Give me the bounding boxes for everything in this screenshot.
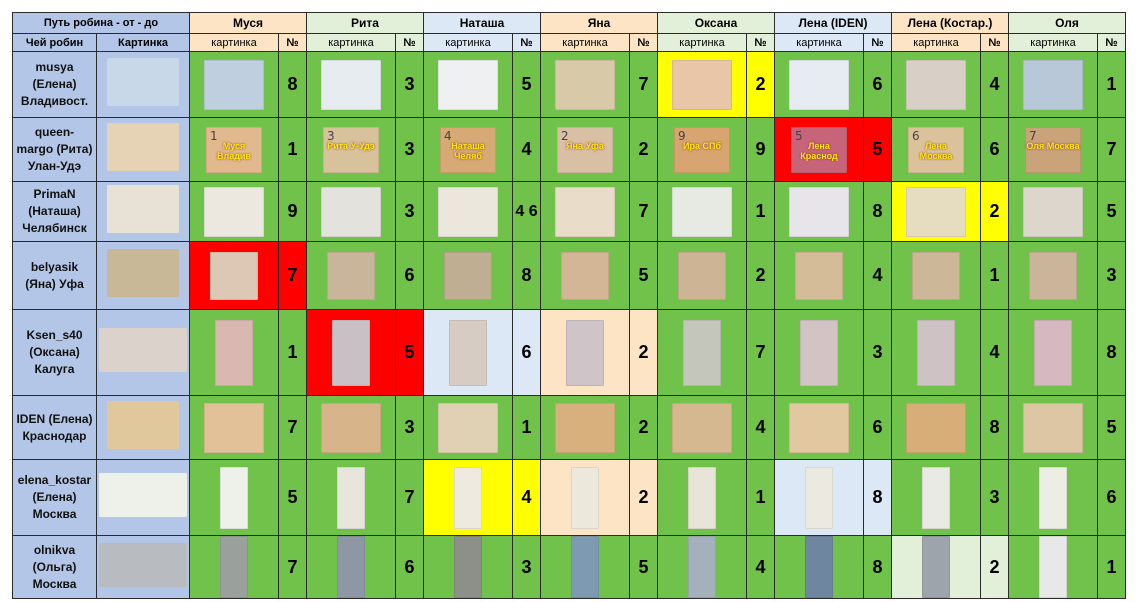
table-row <box>13 310 1126 396</box>
pic-subheader: картинка <box>1009 34 1098 52</box>
picture-cell <box>190 118 279 182</box>
embroidery-thumbnail[interactable] <box>440 127 496 173</box>
embroidery-thumbnail[interactable] <box>557 127 613 173</box>
embroidery-thumbnail[interactable] <box>321 403 381 453</box>
header-row-sub <box>13 34 1126 52</box>
embroidery-thumbnail[interactable] <box>906 60 966 110</box>
embroidery-thumbnail[interactable] <box>454 536 482 598</box>
num-subheader: № <box>513 34 541 52</box>
picture-cell <box>307 242 396 310</box>
order-number: 2 <box>747 52 775 118</box>
order-number: 4 <box>747 396 775 460</box>
embroidery-thumbnail[interactable] <box>555 60 615 110</box>
sample-picture <box>97 536 190 599</box>
picture-cell <box>892 52 981 118</box>
order-number: 8 <box>864 182 892 242</box>
picture-cell <box>1009 118 1098 182</box>
robin-owner <box>13 118 97 182</box>
embroidery-thumbnail[interactable] <box>672 187 732 237</box>
picture-cell <box>775 182 864 242</box>
embroidery-thumbnail[interactable] <box>323 127 379 173</box>
table-row <box>13 460 1126 536</box>
picture-cell <box>658 182 747 242</box>
num-subheader: № <box>396 34 424 52</box>
thumbnail-mark: 1 <box>210 128 218 143</box>
embroidery-thumbnail[interactable] <box>1023 60 1083 110</box>
order-number: 1 <box>279 310 307 396</box>
picture-cell <box>190 242 279 310</box>
sample-picture <box>97 242 190 310</box>
owner-line: Москва <box>32 576 77 591</box>
picture-cell <box>658 536 747 599</box>
picture-cell <box>424 536 513 599</box>
order-number: 6 <box>396 536 424 599</box>
picture-cell <box>424 242 513 310</box>
participant-header: Лена (Костар.) <box>892 13 1009 34</box>
embroidery-thumbnail[interactable] <box>438 187 498 237</box>
owner-line: (Яна) Уфа <box>25 276 84 291</box>
embroidery-thumbnail[interactable] <box>438 60 498 110</box>
table-row <box>13 182 1126 242</box>
owner-line: Владивост. <box>20 94 89 108</box>
picture-cell <box>775 52 864 118</box>
picture-cell <box>775 536 864 599</box>
embroidery-thumbnail[interactable] <box>908 127 964 173</box>
embroidery-thumbnail[interactable] <box>204 60 264 110</box>
thumbnail-label: Яна Уфа <box>566 140 604 151</box>
embroidery-thumbnail[interactable] <box>1039 467 1067 529</box>
owner-line: (Ольга) <box>32 559 77 574</box>
embroidery-thumbnail[interactable] <box>683 320 721 386</box>
owner-line: queen- <box>34 125 75 139</box>
thumbnail-mark: 9 <box>678 128 686 143</box>
order-number: 2 <box>630 118 658 182</box>
thumbnail-label: Наташа Челяб <box>451 140 485 161</box>
pic-subheader: картинка <box>424 34 513 52</box>
thumbnail-label: Оля Москва <box>1026 140 1080 151</box>
picture-cell <box>658 310 747 396</box>
participant-header: Оля <box>1009 13 1126 34</box>
num-subheader: № <box>981 34 1009 52</box>
embroidery-thumbnail[interactable] <box>789 187 849 237</box>
picture-cell <box>307 460 396 536</box>
order-number: 5 <box>630 242 658 310</box>
embroidery-thumbnail[interactable] <box>444 252 492 300</box>
order-number: 5 <box>279 460 307 536</box>
order-number: 3 <box>396 118 424 182</box>
table-row <box>13 536 1126 599</box>
embroidery-thumbnail[interactable] <box>438 403 498 453</box>
num-subheader: № <box>864 34 892 52</box>
order-number: 5 <box>1098 182 1126 242</box>
sample-picture <box>97 310 190 396</box>
order-number: 3 <box>981 460 1009 536</box>
order-number: 2 <box>630 396 658 460</box>
picture-cell <box>775 396 864 460</box>
picture-cell <box>424 396 513 460</box>
thumbnail-mark: 7 <box>1029 128 1037 143</box>
picture-cell <box>307 536 396 599</box>
embroidery-thumbnail[interactable] <box>789 403 849 453</box>
order-number: 1 <box>1098 52 1126 118</box>
picture-cell <box>307 310 396 396</box>
order-number: 1 <box>1098 536 1126 599</box>
owner-line: elena_kostar <box>17 473 92 487</box>
embroidery-thumbnail[interactable] <box>204 403 264 453</box>
sample-thumbnail[interactable] <box>107 249 179 297</box>
order-number: 1 <box>747 182 775 242</box>
participant-header: Лена (IDEN) <box>775 13 892 34</box>
order-number: 4 <box>981 52 1009 118</box>
header-row-participants <box>13 13 1126 34</box>
picture-cell <box>892 182 981 242</box>
order-number: 3 <box>864 310 892 396</box>
table-row <box>13 118 1126 182</box>
picture-cell <box>892 536 981 599</box>
participant-header: Рита <box>307 13 424 34</box>
picture-cell <box>1009 242 1098 310</box>
embroidery-thumbnail[interactable] <box>571 467 599 529</box>
order-number: 4 <box>981 310 1009 396</box>
embroidery-thumbnail[interactable] <box>332 320 370 386</box>
embroidery-thumbnail[interactable] <box>791 127 847 173</box>
embroidery-thumbnail[interactable] <box>566 320 604 386</box>
embroidery-thumbnail[interactable] <box>206 127 262 173</box>
sample-picture <box>97 118 190 182</box>
pic-subheader: картинка <box>190 34 279 52</box>
table-row <box>13 52 1126 118</box>
picture-cell <box>190 536 279 599</box>
picture-cell <box>892 118 981 182</box>
owner-line: Улан-Удэ <box>27 159 82 173</box>
order-number: 3 <box>1098 242 1126 310</box>
order-number: 8 <box>864 460 892 536</box>
owner-line: Москва <box>32 507 77 521</box>
order-number: 5 <box>630 536 658 599</box>
owner-line: (Оксана) <box>29 345 80 359</box>
owner-line: margo (Рита) <box>16 142 93 156</box>
order-number: 8 <box>513 242 541 310</box>
order-number: 9 <box>747 118 775 182</box>
embroidery-thumbnail[interactable] <box>215 320 253 386</box>
picture-cell <box>892 242 981 310</box>
pic-subheader: картинка <box>892 34 981 52</box>
sample-thumbnail[interactable] <box>99 328 187 372</box>
embroidery-thumbnail[interactable] <box>906 403 966 453</box>
order-number: 7 <box>1098 118 1126 182</box>
embroidery-thumbnail[interactable] <box>321 187 381 237</box>
sample-picture <box>97 460 190 536</box>
order-number: 7 <box>630 52 658 118</box>
order-number: 7 <box>279 536 307 599</box>
num-subheader: № <box>1098 34 1126 52</box>
picture-cell <box>307 396 396 460</box>
order-number: 3 <box>396 396 424 460</box>
picture-cell <box>1009 52 1098 118</box>
pic-subheader: картинка <box>658 34 747 52</box>
embroidery-thumbnail[interactable] <box>555 187 615 237</box>
owner-line: Челябинск <box>22 221 87 235</box>
owner-line: Ksen_s40 <box>26 328 83 342</box>
num-subheader: № <box>279 34 307 52</box>
order-number: 4 <box>513 118 541 182</box>
order-number: 2 <box>747 242 775 310</box>
pic-subheader: картинка <box>775 34 864 52</box>
embroidery-thumbnail[interactable] <box>1025 127 1081 173</box>
embroidery-thumbnail[interactable] <box>688 467 716 529</box>
picture-cell <box>541 182 630 242</box>
order-number: 4 6 <box>513 182 541 242</box>
owner-line: PrimaN <box>33 187 76 201</box>
owner-line: (Наташа) <box>28 204 81 218</box>
picture-cell <box>541 310 630 396</box>
sample-thumbnail[interactable] <box>99 473 187 517</box>
robin-route-table <box>12 12 1126 599</box>
order-number: 9 <box>279 182 307 242</box>
picture-cell <box>658 242 747 310</box>
picture-cell <box>424 460 513 536</box>
owner-line: belyasik <box>30 259 79 274</box>
picture-cell <box>541 396 630 460</box>
owner-line: musya <box>35 60 74 74</box>
embroidery-thumbnail[interactable] <box>555 403 615 453</box>
order-number: 1 <box>513 396 541 460</box>
embroidery-thumbnail[interactable] <box>1023 403 1083 453</box>
robin-owner <box>13 460 97 536</box>
robin-owner <box>13 52 97 118</box>
embroidery-thumbnail[interactable] <box>805 467 833 529</box>
embroidery-thumbnail[interactable] <box>1029 252 1077 300</box>
order-number: 5 <box>396 310 424 396</box>
embroidery-thumbnail[interactable] <box>204 187 264 237</box>
route-header: Путь робина - от - до <box>13 13 190 34</box>
order-number: 4 <box>864 242 892 310</box>
embroidery-thumbnail[interactable] <box>795 252 843 300</box>
picture-cell <box>775 310 864 396</box>
sample-thumbnail[interactable] <box>99 543 187 587</box>
order-number: 8 <box>1098 310 1126 396</box>
embroidery-thumbnail[interactable] <box>805 536 833 598</box>
picture-cell <box>190 396 279 460</box>
embroidery-thumbnail[interactable] <box>220 536 248 598</box>
picture-cell <box>541 536 630 599</box>
embroidery-thumbnail[interactable] <box>454 467 482 529</box>
embroidery-thumbnail[interactable] <box>912 252 960 300</box>
embroidery-thumbnail[interactable] <box>672 403 732 453</box>
sample-thumbnail[interactable] <box>107 401 179 449</box>
picture-cell <box>1009 460 1098 536</box>
picture-cell <box>1009 536 1098 599</box>
embroidery-thumbnail[interactable] <box>210 252 258 300</box>
picture-cell <box>1009 182 1098 242</box>
order-number: 2 <box>981 536 1009 599</box>
order-number: 5 <box>1098 396 1126 460</box>
order-number: 2 <box>630 460 658 536</box>
embroidery-thumbnail[interactable] <box>561 252 609 300</box>
embroidery-thumbnail[interactable] <box>674 127 730 173</box>
picture-cell <box>190 460 279 536</box>
picture-cell <box>307 52 396 118</box>
order-number: 3 <box>396 182 424 242</box>
thumbnail-mark: 5 <box>795 128 803 143</box>
picture-cell <box>190 182 279 242</box>
picture-cell <box>892 310 981 396</box>
embroidery-thumbnail[interactable] <box>571 536 599 598</box>
sample-picture <box>97 182 190 242</box>
pic-subheader: картинка <box>307 34 396 52</box>
picture-cell <box>424 310 513 396</box>
participant-header: Яна <box>541 13 658 34</box>
order-number: 7 <box>747 310 775 396</box>
thumbnail-mark: 2 <box>561 128 569 143</box>
embroidery-thumbnail[interactable] <box>337 536 365 598</box>
embroidery-thumbnail[interactable] <box>678 252 726 300</box>
picture-cell <box>541 52 630 118</box>
owner-line: Краснодар <box>22 428 87 443</box>
participant-header: Наташа <box>424 13 541 34</box>
picture-cell <box>541 118 630 182</box>
order-number: 2 <box>630 310 658 396</box>
table-row <box>13 242 1126 310</box>
picture-cell <box>424 182 513 242</box>
thumbnail-mark: 3 <box>327 128 335 143</box>
picture-cell <box>892 460 981 536</box>
owner-line: olnikva <box>33 542 76 557</box>
picture-cell <box>658 396 747 460</box>
embroidery-thumbnail[interactable] <box>672 60 732 110</box>
sample-picture <box>97 396 190 460</box>
order-number: 6 <box>864 396 892 460</box>
thumbnail-label: Ира СПб <box>683 140 721 151</box>
order-number: 7 <box>279 396 307 460</box>
order-number: 6 <box>513 310 541 396</box>
embroidery-thumbnail[interactable] <box>449 320 487 386</box>
embroidery-thumbnail[interactable] <box>327 252 375 300</box>
order-number: 7 <box>630 182 658 242</box>
embroidery-thumbnail[interactable] <box>337 467 365 529</box>
order-number: 6 <box>1098 460 1126 536</box>
order-number: 8 <box>279 52 307 118</box>
pic-subheader: картинка <box>541 34 630 52</box>
picture-cell <box>424 118 513 182</box>
sample-thumbnail[interactable] <box>107 185 179 233</box>
embroidery-thumbnail[interactable] <box>922 536 950 598</box>
thumbnail-mark: 6 <box>912 128 920 143</box>
order-number: 5 <box>513 52 541 118</box>
order-number: 8 <box>981 396 1009 460</box>
robin-owner <box>13 182 97 242</box>
sample-thumbnail[interactable] <box>107 58 179 106</box>
order-number: 7 <box>396 460 424 536</box>
order-number: 5 <box>864 118 892 182</box>
embroidery-thumbnail[interactable] <box>220 467 248 529</box>
robin-owner <box>13 310 97 396</box>
order-number: 2 <box>981 182 1009 242</box>
num-subheader: № <box>630 34 658 52</box>
participant-header: Оксана <box>658 13 775 34</box>
thumbnail-mark: 4 <box>444 128 452 143</box>
owner-line: (Елена) <box>32 77 77 91</box>
embroidery-thumbnail[interactable] <box>789 60 849 110</box>
owner-line: IDEN (Елена) <box>16 411 93 426</box>
picture-cell <box>658 460 747 536</box>
picture-cell <box>424 52 513 118</box>
embroidery-thumbnail[interactable] <box>922 467 950 529</box>
order-number: 6 <box>864 52 892 118</box>
whose-robin-header: Чей робин <box>13 34 97 52</box>
order-number: 7 <box>279 242 307 310</box>
robin-owner <box>13 396 97 460</box>
picture-cell <box>541 242 630 310</box>
num-subheader: № <box>747 34 775 52</box>
picture-cell <box>658 118 747 182</box>
thumbnail-label: Лена Краснод <box>800 140 838 161</box>
embroidery-thumbnail[interactable] <box>1039 536 1067 598</box>
participant-header: Муся <box>190 13 307 34</box>
owner-line: Калуга <box>34 362 75 376</box>
order-number: 1 <box>279 118 307 182</box>
embroidery-thumbnail[interactable] <box>1023 187 1083 237</box>
picture-cell <box>1009 396 1098 460</box>
table-row <box>13 396 1126 460</box>
picture-cell <box>307 118 396 182</box>
owner-line: (Елена) <box>32 490 77 504</box>
order-number: 8 <box>864 536 892 599</box>
picture-cell <box>775 242 864 310</box>
embroidery-thumbnail[interactable] <box>917 320 955 386</box>
order-number: 1 <box>747 460 775 536</box>
sample-thumbnail[interactable] <box>107 123 179 171</box>
picture-cell <box>541 460 630 536</box>
sample-picture <box>97 52 190 118</box>
picture-header: Картинка <box>97 34 190 52</box>
order-number: 6 <box>981 118 1009 182</box>
order-number: 4 <box>513 460 541 536</box>
thumbnail-label: Рита У-Удэ <box>327 140 375 151</box>
thumbnail-label: Лена Москва <box>919 140 953 161</box>
embroidery-thumbnail[interactable] <box>688 536 716 598</box>
picture-cell <box>892 396 981 460</box>
embroidery-thumbnail[interactable] <box>321 60 381 110</box>
order-number: 4 <box>747 536 775 599</box>
picture-cell <box>658 52 747 118</box>
robin-owner <box>13 536 97 599</box>
picture-cell <box>307 182 396 242</box>
robin-owner <box>13 242 97 310</box>
order-number: 6 <box>396 242 424 310</box>
picture-cell <box>1009 310 1098 396</box>
order-number: 3 <box>396 52 424 118</box>
picture-cell <box>190 52 279 118</box>
embroidery-thumbnail[interactable] <box>800 320 838 386</box>
embroidery-thumbnail[interactable] <box>1034 320 1072 386</box>
embroidery-thumbnail[interactable] <box>906 187 966 237</box>
thumbnail-label: Муся Владив <box>216 140 251 161</box>
order-number: 3 <box>513 536 541 599</box>
picture-cell <box>775 460 864 536</box>
picture-cell <box>190 310 279 396</box>
picture-cell <box>775 118 864 182</box>
order-number: 1 <box>981 242 1009 310</box>
